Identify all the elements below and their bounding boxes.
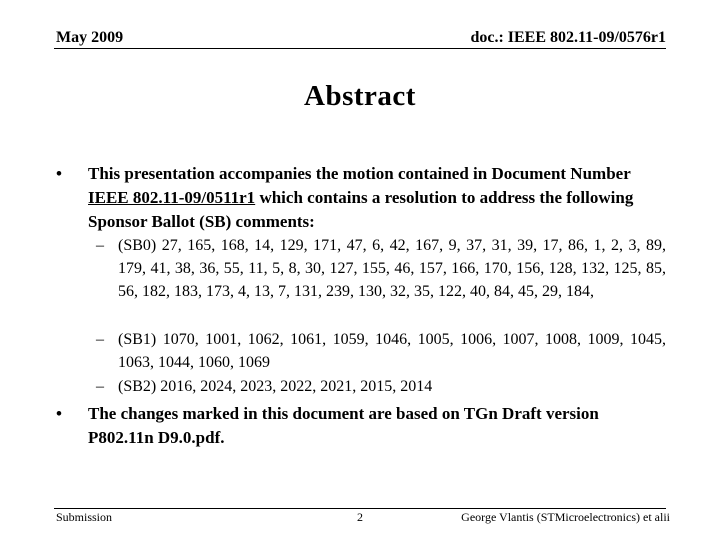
page-number: 2 <box>357 510 363 524</box>
bullet-text <box>88 162 666 234</box>
bullet-marker: • <box>56 164 62 183</box>
sub-bullet-sb0 <box>96 234 666 303</box>
bullet-item-1 <box>56 162 666 234</box>
sub-bullet-text: (SB1) 1070, 1001, 1062, 1061, 1059, 1046, 1005, 1006, 1007, 1008, 1009, 1045, 1063, 1044, 1060, 1069 <box>118 331 666 371</box>
dash-marker: – <box>96 331 104 348</box>
footer-rule <box>54 508 666 509</box>
header-doc-id: doc.: IEEE 802.11-09/0576r1 <box>470 29 666 46</box>
sub-bullet-text: (SB0) 27, 165, 168, 14, 129, 171, 47, 6, 42, 167, 9, 37, 31, 39, 17, 86, 1, 2, 3, 89, 179, 41, 38, 36, 55, 11, 5, 8, 30, 127, 155, 46, 157, 166, 170, 156, 128, 132, 125, 85, 56, 182, 183, 173, 4, 13, 7, 131, 239, 130, 32, 35, 122, 40, 84, 45, 29, 184, <box>118 237 666 300</box>
document-link[interactable]: IEEE 802.11-09/0511r1 <box>88 188 256 207</box>
header-rule <box>54 48 666 49</box>
footer-submission: Submission <box>56 510 113 524</box>
slide-title: Abstract <box>304 80 416 112</box>
sub-bullet-sb2 <box>96 375 666 398</box>
bullet-item-2 <box>56 402 666 450</box>
dash-marker: – <box>96 237 104 254</box>
header-date: May 2009 <box>56 29 124 46</box>
bullet-text: The changes marked in this document are based on TGn Draft version P802.11n D9.0.pdf. <box>88 404 599 447</box>
bullet-text-pre: This presentation accompanies the motion contained in Document Number <box>88 164 631 183</box>
footer-author: George Vlantis (STMicroelectronics) et alii <box>461 510 670 524</box>
dash-marker: – <box>96 378 104 395</box>
bullet-marker: • <box>56 404 62 423</box>
sub-bullet-text: (SB2) 2016, 2024, 2023, 2022, 2021, 2015, 2014 <box>118 378 433 395</box>
sub-bullet-sb1 <box>96 328 666 374</box>
bullet-text-post: which contains a resolution to address the following Sponsor Ballot (SB) comments: <box>88 188 634 231</box>
